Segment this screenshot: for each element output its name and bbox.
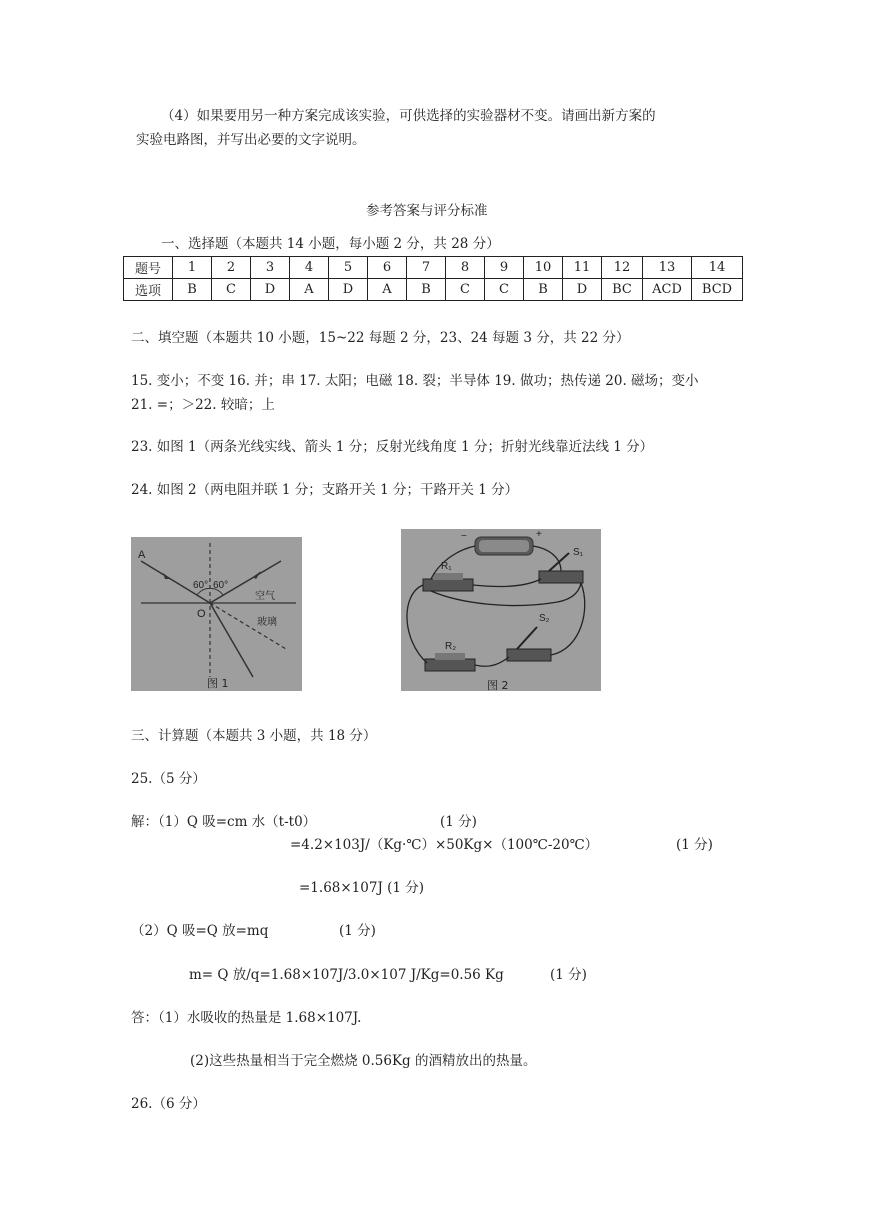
table-cell: 2 xyxy=(212,257,251,279)
label-r2: R₂ xyxy=(445,641,457,652)
angle-label-right: 60° xyxy=(213,580,229,591)
table-cell: D xyxy=(251,279,290,301)
table-cell: 1 xyxy=(173,257,212,279)
wire xyxy=(475,657,509,666)
row-label-number: 题号 xyxy=(124,257,173,279)
table-cell: 4 xyxy=(290,257,329,279)
table-cell: C xyxy=(212,279,251,301)
refracted-ray xyxy=(210,603,253,677)
answer-line-24: 24. 如图 2（两电阻并联 1 分；支路开关 1 分；干路开关 1 分） xyxy=(131,482,519,498)
table-cell: A xyxy=(290,279,329,301)
battery-body xyxy=(479,540,529,552)
solution-score-4: (1 分) xyxy=(339,923,376,939)
table-row-numbers xyxy=(124,257,743,279)
solution-line-4: （2）Q 吸=Q 放=mq xyxy=(131,923,269,939)
table-cell: ACD xyxy=(643,279,692,301)
answer-table xyxy=(123,256,743,301)
table-cell: BCD xyxy=(692,279,743,301)
answer-statement-2: (2)这些热量相当于完全燃烧 0.56Kg 的酒精放出的热量。 xyxy=(190,1053,537,1069)
table-cell: D xyxy=(329,279,368,301)
label-glass: 玻璃 xyxy=(257,617,277,628)
switch-s1 xyxy=(539,571,583,583)
table-cell: 6 xyxy=(368,257,407,279)
wire xyxy=(407,585,427,663)
refraction-diagram xyxy=(131,537,302,691)
solution-score-2: (1 分) xyxy=(676,837,713,853)
row-label-answer: 选项 xyxy=(124,279,173,301)
table-cell: A xyxy=(368,279,407,301)
label-s2: S₂ xyxy=(539,613,550,624)
table-cell: 14 xyxy=(692,257,743,279)
table-cell: 10 xyxy=(524,257,563,279)
label-a: A xyxy=(138,549,146,561)
table-cell: 7 xyxy=(407,257,446,279)
figure-1-caption: 图 1 xyxy=(207,677,229,690)
solution-score-1: (1 分) xyxy=(440,814,477,830)
battery-plus: + xyxy=(536,529,542,540)
resistor-r1-coil xyxy=(433,573,463,580)
table-cell: D xyxy=(563,279,602,301)
figure-2-caption: 图 2 xyxy=(487,679,509,691)
circuit-diagram xyxy=(401,529,601,691)
reflected-arrow xyxy=(253,571,261,579)
question-26-heading: 26.（6 分） xyxy=(131,1096,206,1112)
table-cell: 8 xyxy=(446,257,485,279)
solution-line-3: =1.68×107J (1 分) xyxy=(299,880,425,896)
resistor-r2 xyxy=(425,659,475,671)
solution-line-1: 解：（1）Q 吸=cm 水（t-t0） xyxy=(131,814,317,830)
table-row-answers xyxy=(124,279,743,301)
q4-line2: 实验电路图，并写出必要的文字说明。 xyxy=(136,132,366,148)
figure-1-refraction xyxy=(131,537,302,691)
resistor-r1 xyxy=(423,579,473,591)
angle-label-left: 60° xyxy=(193,580,209,591)
answer-line-23: 23. 如图 1（两条光线实线、箭头 1 分；反射光线角度 1 分；折射光线靠近法线 1 分） xyxy=(131,439,654,455)
table-cell: B xyxy=(407,279,446,301)
solution-line-2: =4.2×103J/（Kg·℃）×50Kg×（100℃-20℃） xyxy=(290,837,599,853)
question-25-heading: 25.（5 分） xyxy=(131,771,206,787)
solution-score-5: (1 分) xyxy=(550,967,587,983)
table-cell: BC xyxy=(602,279,643,301)
switch-s2-lever xyxy=(517,627,537,649)
label-s1: S₁ xyxy=(573,547,584,558)
table-cell: B xyxy=(524,279,563,301)
table-cell: B xyxy=(173,279,212,301)
section3-heading: 三、计算题（本题共 3 小题，共 18 分） xyxy=(131,728,377,744)
battery-minus: − xyxy=(461,531,467,542)
table-cell: 9 xyxy=(485,257,524,279)
section2-heading: 二、填空题（本题共 10 小题，15~22 每题 2 分，23、24 每题 3 分，共 22 分） xyxy=(131,330,630,346)
table-cell: 5 xyxy=(329,257,368,279)
section1-heading: 一、选择题（本题共 14 小题，每小题 2 分，共 28 分） xyxy=(161,236,500,252)
switch-s2 xyxy=(507,649,551,661)
wire xyxy=(473,579,541,586)
solution-line-5: m= Q 放/q=1.68×107J/3.0×107 J/Kg=0.56 Kg xyxy=(189,967,504,983)
wire xyxy=(551,583,585,655)
answer-statement-1: 答：（1）水吸收的热量是 1.68×107J. xyxy=(131,1010,362,1026)
table-cell: 11 xyxy=(563,257,602,279)
label-air: 空气 xyxy=(255,591,275,602)
answer-line-21: 21. =；＞22. 较暗；上 xyxy=(131,397,275,413)
wire xyxy=(533,546,561,571)
label-r1: R₁ xyxy=(441,561,452,572)
q4-line1: （4）如果要用另一种方案完成该实验，可供选择的实验器材不变。请画出新方案的 xyxy=(161,108,656,124)
table-cell: 13 xyxy=(643,257,692,279)
answer-line-15: 15. 变小；不变 16. 并；串 17. 太阳；电磁 18. 裂；半导体 19. 做功；热传递 20. 磁场；变小 xyxy=(131,373,699,389)
table-cell: C xyxy=(485,279,524,301)
label-o: O xyxy=(197,608,206,620)
table-cell: 3 xyxy=(251,257,290,279)
resistor-r2-coil xyxy=(435,653,465,660)
figure-2-circuit xyxy=(401,529,601,691)
answer-title: 参考答案与评分标准 xyxy=(366,203,488,219)
table-cell: C xyxy=(446,279,485,301)
table-cell: 12 xyxy=(602,257,643,279)
